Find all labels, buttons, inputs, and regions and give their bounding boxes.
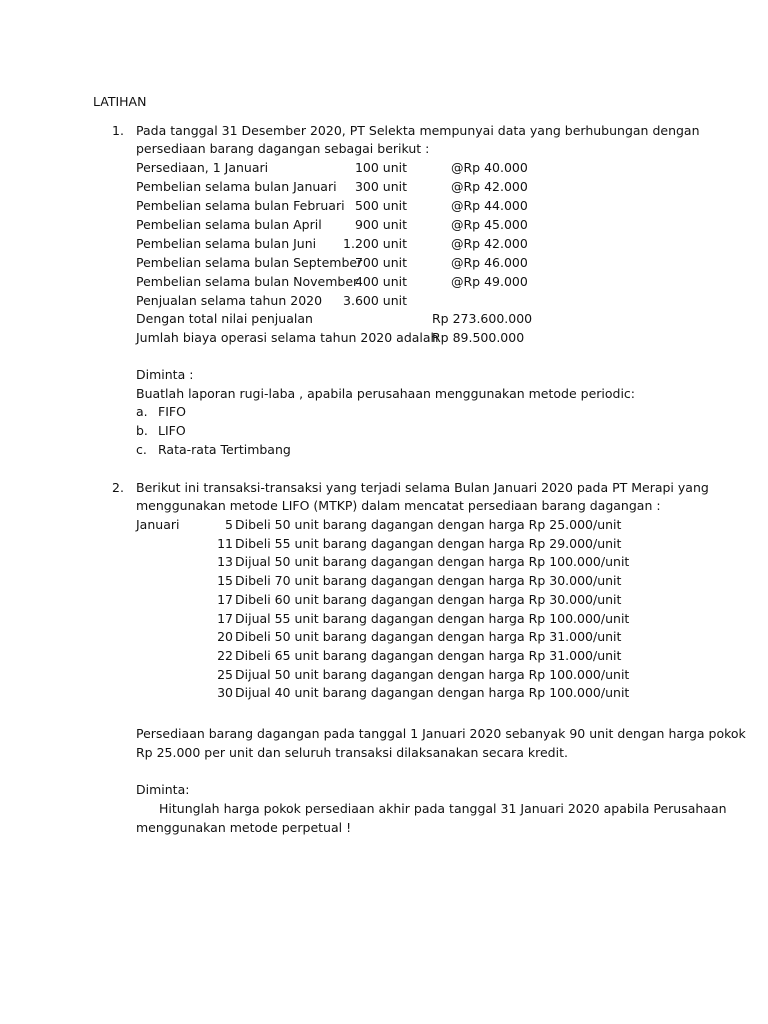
page-title: LATIHAN bbox=[93, 94, 147, 109]
transaction-text: Dibeli 50 unit barang dagangan dengan harga Rp 25.000/unit bbox=[235, 517, 622, 532]
transaction-day: 22 bbox=[217, 647, 233, 663]
transaction-day: 13 bbox=[217, 554, 233, 570]
inventory-row-label: Pembelian selama bulan Februari bbox=[136, 198, 345, 213]
inventory-row-qty: 500 unit bbox=[354, 198, 407, 213]
q2-month-label: Januari bbox=[136, 517, 180, 532]
inventory-row-label: Pembelian selama bulan November bbox=[136, 274, 359, 289]
transaction-text: Dijual 55 unit barang dagangan dengan harga Rp 100.000/unit bbox=[235, 610, 630, 626]
inventory-row-price: @Rp 44.000 bbox=[451, 198, 528, 213]
option-text: FIFO bbox=[158, 404, 186, 419]
transaction-day: 30 bbox=[217, 685, 233, 701]
q2-number: 2. bbox=[112, 480, 124, 495]
inventory-row-price: @Rp 45.000 bbox=[451, 217, 528, 232]
option-text: Rata-rata Tertimbang bbox=[158, 442, 291, 457]
transaction-day: 17 bbox=[217, 610, 233, 626]
q2-task-line1: Hitunglah harga pokok persediaan akhir pada tanggal 31 Januari 2020 apabila Perusahaan bbox=[159, 801, 727, 816]
inventory-row-label: Pembelian selama bulan September bbox=[136, 255, 363, 270]
option-letter: c. bbox=[136, 442, 147, 457]
inventory-row-label: Pembelian selama bulan April bbox=[136, 217, 322, 232]
inventory-row-qty: 300 unit bbox=[354, 179, 407, 194]
transaction-text: Dibeli 55 unit barang dagangan dengan harga Rp 29.000/unit bbox=[235, 535, 622, 551]
q1-sales-total-value: Rp 273.600.000 bbox=[432, 311, 533, 326]
inventory-row-label: Pembelian selama bulan Januari bbox=[136, 179, 337, 194]
inventory-row-price: @Rp 42.000 bbox=[451, 179, 528, 194]
inventory-row-price: @Rp 40.000 bbox=[451, 160, 528, 175]
q1-requested-label: Diminta : bbox=[136, 367, 194, 382]
inventory-row-label: Persediaan, 1 Januari bbox=[136, 160, 269, 175]
q2-task-line2: menggunakan metode perpetual ! bbox=[136, 820, 352, 835]
transaction-text: Dijual 40 unit barang dagangan dengan harga Rp 100.000/unit bbox=[235, 685, 630, 701]
transaction-text: Dibeli 50 unit barang dagangan dengan harga Rp 31.000/unit bbox=[235, 629, 622, 645]
option-letter: a. bbox=[136, 404, 148, 419]
q1-number: 1. bbox=[112, 123, 124, 138]
q1-intro-line1: Pada tanggal 31 Desember 2020, PT Selekta mempunyai data yang berhubungan dengan bbox=[136, 123, 700, 138]
transaction-day: 25 bbox=[217, 666, 233, 682]
transaction-day: 15 bbox=[217, 573, 233, 589]
inventory-row-label: Penjualan selama tahun 2020 bbox=[136, 293, 323, 308]
q1-opex-value: Rp 89.500.000 bbox=[432, 330, 525, 345]
option-letter: b. bbox=[136, 423, 148, 438]
transaction-text: Dibeli 60 unit barang dagangan dengan harga Rp 30.000/unit bbox=[235, 591, 622, 607]
transaction-day: 11 bbox=[217, 535, 233, 551]
inventory-row-qty: 100 unit bbox=[354, 160, 407, 175]
inventory-row-qty: 900 unit bbox=[354, 217, 407, 232]
transaction-text: Dijual 50 unit barang dagangan dengan harga Rp 100.000/unit bbox=[235, 666, 630, 682]
transaction-day: 5 bbox=[225, 517, 233, 532]
inventory-row-price: @Rp 46.000 bbox=[451, 255, 528, 270]
q1-intro-line2: persediaan barang dagangan sebagai berikut : bbox=[136, 141, 430, 156]
q1-opex-label: Jumlah biaya operasi selama tahun 2020 adalah bbox=[136, 330, 439, 345]
q1-sales-total-label: Dengan total nilai penjualan bbox=[136, 311, 313, 326]
inventory-row-qty: 1.200 unit bbox=[343, 236, 407, 251]
inventory-row-price: @Rp 49.000 bbox=[451, 274, 528, 289]
inventory-row-qty: 3.600 unit bbox=[343, 293, 407, 308]
q2-intro-line2: menggunakan metode LIFO (MTKP) dalam mencatat persediaan barang dagangan : bbox=[136, 498, 661, 513]
q2-intro-line1: Berikut ini transaksi-transaksi yang terjadi selama Bulan Januari 2020 pada PT Merapi yang bbox=[136, 480, 709, 495]
q2-note-line2: Rp 25.000 per unit dan seluruh transaksi dilaksanakan secara kredit. bbox=[136, 745, 568, 760]
option-text: LIFO bbox=[158, 423, 186, 438]
q2-note-line1: Persediaan barang dagangan pada tanggal 1 Januari 2020 sebanyak 90 unit dengan harga pokok bbox=[136, 726, 746, 741]
transaction-text: Dibeli 65 unit barang dagangan dengan harga Rp 31.000/unit bbox=[235, 647, 622, 663]
inventory-row-price: @Rp 42.000 bbox=[451, 236, 528, 251]
q2-requested-label: Diminta: bbox=[136, 782, 190, 797]
q1-instruction: Buatlah laporan rugi-laba , apabila perusahaan menggunakan metode periodic: bbox=[136, 386, 636, 401]
inventory-row-qty: 400 unit bbox=[354, 274, 407, 289]
transaction-text: Dibeli 70 unit barang dagangan dengan harga Rp 30.000/unit bbox=[235, 573, 622, 589]
inventory-row-label: Pembelian selama bulan Juni bbox=[136, 236, 317, 251]
transaction-day: 17 bbox=[217, 591, 233, 607]
transaction-text: Dijual 50 unit barang dagangan dengan harga Rp 100.000/unit bbox=[235, 554, 630, 570]
inventory-row-qty: 700 unit bbox=[354, 255, 407, 270]
transaction-day: 20 bbox=[217, 629, 233, 645]
